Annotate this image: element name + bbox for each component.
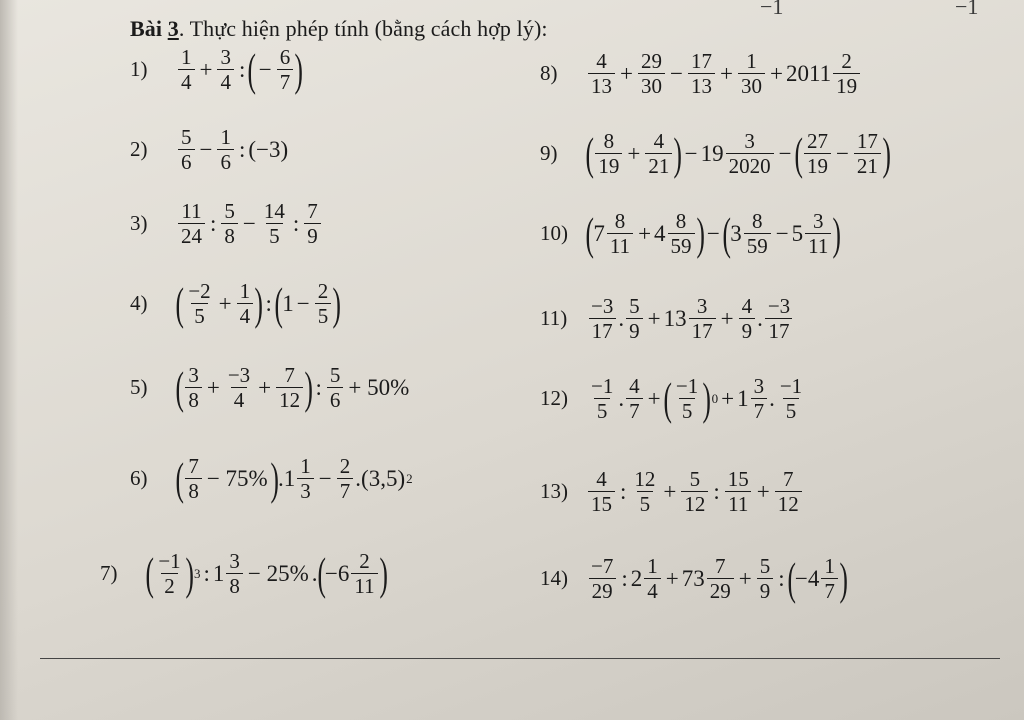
fraction [588, 50, 615, 97]
fraction [221, 200, 238, 247]
math-token: 0 [711, 390, 719, 406]
fraction-part: 29 [707, 578, 734, 602]
math-token: ( [663, 372, 672, 424]
math-token: ) [673, 127, 683, 179]
math-token: 3 [194, 565, 201, 581]
problem-12 [540, 372, 807, 424]
fraction [178, 200, 205, 247]
fraction-part: −3 [591, 294, 614, 318]
fraction-part: 3 [188, 363, 199, 387]
math-token: 19 [700, 140, 724, 166]
fraction-part: 9 [739, 318, 756, 342]
fraction-part: 15 [727, 467, 749, 491]
math-token: − [835, 140, 849, 166]
fraction [775, 468, 802, 515]
fraction-part: 59 [668, 233, 695, 257]
math-token: ) [254, 277, 264, 329]
fraction-part: −1 [779, 374, 803, 398]
fraction [707, 555, 734, 602]
fraction-part: 7 [783, 467, 794, 491]
math-token: 2011 [785, 60, 832, 86]
math-token: 1 [737, 385, 749, 411]
problem-14 [540, 552, 848, 604]
math-token: : [620, 478, 627, 504]
fraction-part: 1 [647, 554, 658, 578]
problem-10 [540, 207, 842, 259]
math-token: ( [175, 361, 184, 413]
math-token: ( [316, 547, 326, 599]
fraction-part: 7 [284, 363, 295, 387]
math-token: ( [722, 207, 731, 259]
fraction-part: 6 [279, 45, 291, 69]
fraction [607, 210, 633, 257]
math-token: . [311, 560, 318, 586]
fraction-part: −2 [188, 279, 211, 303]
fraction [765, 295, 793, 342]
title-text: . Thực hiện phép tính (bằng cách hợp lý): [178, 16, 548, 41]
fraction-part: 30 [638, 73, 665, 97]
math-token: − [258, 56, 272, 82]
fraction-part: 15 [588, 491, 615, 515]
problem-number: 10) [540, 221, 568, 246]
fraction [261, 200, 288, 247]
math-token: 2 [630, 565, 643, 591]
math-token: ( [274, 277, 283, 329]
math-token: 1 [212, 560, 225, 586]
math-token: : [621, 565, 628, 591]
fraction [645, 130, 672, 177]
fraction-part: 5 [689, 467, 701, 491]
fraction [217, 126, 234, 173]
math-token: : [315, 374, 322, 400]
fraction-part: 24 [178, 223, 205, 247]
math-token: − [199, 136, 213, 162]
fraction [595, 130, 622, 177]
fraction [351, 550, 377, 597]
fraction [588, 295, 616, 342]
fraction-part: 17 [589, 318, 616, 342]
math-token: ( [175, 452, 184, 504]
fraction-part: 8 [603, 129, 615, 153]
math-token: : [238, 136, 246, 162]
fraction [226, 550, 243, 597]
math-token: : [238, 56, 246, 82]
fraction-part: 4 [653, 129, 665, 153]
math-token: 1 [282, 290, 294, 316]
math-token: . [278, 465, 284, 491]
fraction-part: 5 [679, 398, 696, 422]
fraction-part: 3 [297, 478, 314, 502]
fraction-part: 3 [696, 294, 708, 318]
fraction-part: 29 [640, 49, 662, 73]
math-token: 3 [730, 220, 742, 246]
fraction-part: 2020 [726, 153, 774, 177]
math-token: − [778, 140, 792, 166]
fraction-part: 1 [220, 125, 231, 149]
math-token: 2 [406, 470, 413, 486]
math-token: + [199, 56, 213, 82]
math-token: : [778, 565, 785, 591]
fraction-part: 5 [629, 294, 640, 318]
fraction [588, 375, 616, 422]
fraction [804, 130, 831, 177]
fraction [588, 468, 615, 515]
fraction-part: 19 [833, 73, 860, 97]
problem-number: 5) [130, 375, 148, 400]
fraction [185, 280, 213, 327]
fraction [155, 550, 183, 597]
fraction-part: 11 [805, 233, 831, 257]
fraction [626, 295, 643, 342]
fraction [681, 468, 708, 515]
fraction-part: 8 [185, 478, 202, 502]
fraction [777, 375, 805, 422]
math-token: : [713, 478, 720, 504]
math-token: . [355, 465, 362, 491]
math-token: + [638, 220, 652, 246]
math-token: + [769, 60, 783, 86]
fraction [751, 375, 768, 422]
fraction-part: 7 [277, 69, 294, 93]
fraction-part: 1 [181, 45, 192, 69]
fraction [757, 555, 774, 602]
math-token: : [210, 210, 217, 236]
math-token: + [738, 565, 752, 591]
math-token: + [218, 290, 232, 316]
fraction-part: 7 [626, 398, 643, 422]
fraction [185, 364, 202, 411]
fraction-part: 19 [595, 153, 622, 177]
math-token: − 75% [206, 465, 268, 491]
math-token: 7 [593, 220, 605, 246]
fraction-part: 2 [161, 573, 178, 597]
problem-number: 13) [540, 479, 568, 504]
math-token: . [618, 385, 625, 411]
fraction-part: 3 [813, 209, 824, 233]
fraction-part: 1 [746, 49, 757, 73]
math-token: − [242, 210, 256, 236]
math-token: + [721, 385, 735, 411]
fraction-part: 3 [753, 374, 765, 398]
fraction-part: −1 [675, 374, 699, 398]
fraction-part: 9 [757, 578, 774, 602]
fraction [805, 210, 831, 257]
math-token: − [775, 220, 789, 246]
fraction-part: 4 [644, 578, 661, 602]
math-token: + 50% [348, 374, 410, 400]
fraction-part: 13 [588, 73, 615, 97]
fraction-part: 17 [689, 318, 716, 342]
fraction-part: 2 [339, 454, 351, 478]
math-token: 1 [283, 465, 296, 491]
page-edge-shadow [0, 0, 18, 720]
fraction-part: 12 [634, 467, 656, 491]
fraction-part: 2 [317, 279, 329, 303]
fraction-part: 8 [675, 209, 687, 233]
fraction-part: 7 [821, 578, 838, 602]
fraction-part: 7 [307, 199, 318, 223]
fraction-part: −3 [227, 363, 251, 387]
fraction-part: 11 [351, 573, 377, 597]
problem-number: 7) [100, 561, 118, 586]
math-token: ( [794, 127, 803, 179]
fraction-part: 4 [596, 467, 607, 491]
fraction-part: 17 [765, 318, 792, 342]
math-token: ( [145, 547, 154, 599]
fraction-part: 6 [178, 149, 195, 173]
problem-number: 3) [130, 211, 148, 236]
fraction-part: 6 [327, 387, 344, 411]
math-token: (3,5) [361, 465, 406, 491]
fraction [178, 46, 195, 93]
fraction-part: −1 [158, 549, 181, 573]
math-token: + [663, 478, 677, 504]
fraction-part: 8 [185, 387, 202, 411]
math-token: . [769, 385, 775, 411]
fraction [337, 455, 354, 502]
math-token: : [203, 560, 210, 586]
fraction-part: 21 [854, 153, 881, 177]
math-token: ) [832, 207, 842, 259]
fraction-part: 3 [229, 549, 240, 573]
fraction [626, 375, 643, 422]
problem-8 [540, 50, 862, 97]
problem-7 [100, 547, 388, 599]
fraction-part: 19 [804, 153, 831, 177]
math-token: ) [379, 547, 388, 599]
math-token: : [265, 290, 272, 316]
math-token: ( [175, 277, 184, 329]
fraction-part: 4 [237, 303, 254, 327]
fraction-part: 12 [681, 491, 708, 515]
problem-number: 4) [130, 291, 148, 316]
math-token: + [720, 305, 734, 331]
math-token: ) [882, 127, 891, 179]
math-token: −6 [324, 560, 350, 586]
fraction-part: 5 [783, 398, 800, 422]
fraction-part: 29 [589, 578, 616, 602]
fraction [644, 555, 661, 602]
math-token: + [258, 374, 272, 400]
problem-number: 2) [130, 137, 148, 162]
fraction [631, 468, 658, 515]
cutoff-text: −1 [760, 0, 784, 19]
fraction-part: 8 [226, 573, 243, 597]
fraction [738, 50, 765, 97]
math-token: + [620, 60, 633, 86]
fraction-part: 8 [221, 223, 238, 247]
title-number: 3 [167, 16, 179, 41]
fraction-part: 2 [841, 49, 852, 73]
exercise-title [130, 16, 548, 42]
fraction-part: 2 [359, 549, 370, 573]
fraction-part: 11 [181, 199, 202, 223]
math-token: − [318, 465, 332, 491]
math-token: ( [247, 43, 257, 95]
fraction-part: 3 [220, 45, 231, 69]
fraction-part: −3 [767, 294, 791, 318]
math-token: : [292, 210, 300, 236]
math-token: ) [332, 277, 342, 329]
math-token: 13 [663, 305, 687, 331]
fraction [854, 130, 881, 177]
math-token: − [706, 220, 720, 246]
fraction-part: 5 [594, 398, 611, 422]
fraction-part: 17 [690, 49, 712, 73]
fraction [638, 50, 665, 97]
fraction-part: −1 [591, 374, 614, 398]
cutoff-text: −1 [955, 0, 979, 19]
fraction-part: 12 [775, 491, 802, 515]
fraction-part: 27 [806, 129, 828, 153]
math-token: − [684, 140, 698, 166]
fraction [688, 50, 715, 97]
fraction [689, 295, 716, 342]
fraction-part: 7 [751, 398, 768, 422]
fraction [225, 364, 253, 411]
fraction-part: 4 [178, 69, 195, 93]
math-token: + [206, 374, 220, 400]
fraction-part: 4 [596, 49, 607, 73]
fraction-part: 11 [725, 491, 751, 515]
fraction-part: 3 [744, 129, 755, 153]
problem-5 [130, 361, 412, 413]
math-token: 4 [654, 220, 666, 246]
fraction-part: 5 [315, 303, 332, 327]
page-rule [40, 658, 1000, 659]
fraction-part: 5 [181, 125, 192, 149]
fraction-part: 4 [629, 374, 640, 398]
fraction-part: 4 [217, 69, 234, 93]
fraction-part: 5 [637, 491, 654, 515]
fraction-part: 5 [191, 303, 208, 327]
fraction [304, 200, 321, 247]
problem-number: 8) [540, 61, 558, 86]
title-label: Bài [130, 16, 163, 41]
math-token: 5 [791, 220, 804, 246]
problem-4 [130, 277, 342, 329]
fraction-part: 6 [217, 149, 234, 173]
fraction [185, 455, 202, 502]
problem-number: 9) [540, 141, 558, 166]
fraction-part: 1 [824, 554, 835, 578]
fraction [739, 295, 756, 342]
math-token: + [756, 478, 770, 504]
fraction-part: 1 [300, 454, 311, 478]
fraction [277, 46, 294, 93]
fraction-part: 30 [738, 73, 765, 97]
math-token: ) [185, 547, 194, 599]
fraction-part: 9 [626, 318, 643, 342]
math-token: + [665, 565, 679, 591]
fraction [673, 375, 701, 422]
problem-13 [540, 468, 804, 515]
problem-3 [130, 200, 323, 247]
math-token: ) [270, 452, 279, 504]
fraction-part: 17 [856, 129, 878, 153]
fraction [237, 280, 254, 327]
fraction-part: 4 [231, 387, 248, 411]
problem-6 [130, 452, 413, 504]
math-token: + [647, 385, 661, 411]
fraction [315, 280, 332, 327]
problem-9 [540, 127, 891, 179]
fraction-part: 14 [263, 199, 285, 223]
fraction-part: 4 [741, 294, 753, 318]
problem-number: 12) [540, 386, 568, 411]
fraction-part: 5 [759, 554, 771, 578]
problem-number: 11) [540, 306, 568, 331]
problem-11 [540, 295, 795, 342]
fraction-part: 7 [337, 478, 354, 502]
fraction-part: 59 [744, 233, 771, 257]
math-token: . [618, 305, 625, 331]
math-token: −4 [794, 565, 820, 591]
math-token: ) [695, 207, 705, 259]
fraction-part: 7 [714, 554, 726, 578]
fraction [588, 555, 616, 602]
fraction [327, 364, 344, 411]
math-token: ( [585, 127, 594, 179]
fraction-part: −7 [591, 554, 614, 578]
math-token: ) [294, 43, 304, 95]
fraction [297, 455, 314, 502]
fraction [725, 468, 752, 515]
fraction-part: 8 [614, 209, 626, 233]
math-token: + [647, 305, 661, 331]
fraction [833, 50, 860, 97]
fraction-part: 12 [276, 387, 303, 411]
math-token: ) [304, 361, 314, 413]
problem-number: 1) [130, 57, 148, 82]
problem-1 [130, 43, 304, 95]
math-token: (−3) [248, 136, 289, 162]
fraction [276, 364, 303, 411]
fraction-part: 5 [329, 363, 341, 387]
math-token: 73 [681, 565, 705, 591]
math-token: ( [585, 207, 594, 259]
math-token: + [719, 60, 733, 86]
problem-2 [130, 126, 288, 173]
fraction [821, 555, 838, 602]
problem-number: 14) [540, 566, 568, 591]
fraction-part: 7 [188, 454, 199, 478]
fraction [668, 210, 695, 257]
fraction-part: 21 [645, 153, 672, 177]
math-token: ) [702, 372, 712, 424]
fraction-part: 1 [239, 279, 251, 303]
math-token: − [669, 60, 683, 86]
math-token: − 25% [247, 560, 309, 586]
fraction-part: 13 [688, 73, 715, 97]
fraction [744, 210, 771, 257]
math-token: ( [787, 552, 796, 604]
fraction-part: 11 [607, 233, 633, 257]
math-token: ) [839, 552, 848, 604]
fraction [178, 126, 195, 173]
math-token: + [627, 140, 641, 166]
math-token: . [757, 305, 763, 331]
math-token: − [296, 290, 310, 316]
problem-number: 6) [130, 466, 148, 491]
fraction-part: 8 [751, 209, 763, 233]
fraction [217, 46, 234, 93]
fraction-part: 5 [224, 199, 235, 223]
fraction-part: 5 [266, 223, 283, 247]
fraction-part: 9 [304, 223, 321, 247]
fraction [726, 130, 774, 177]
